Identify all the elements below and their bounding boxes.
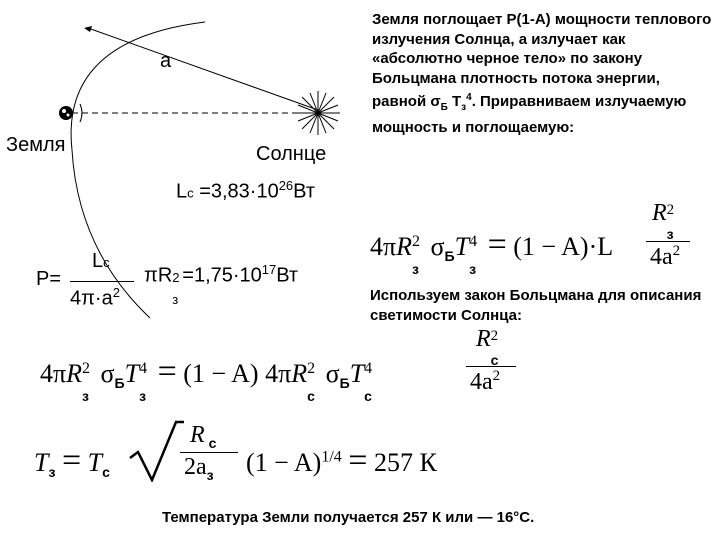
equation-earth-temperature-rhs: $(1 - A)^{1/4} = 257$ К: [246, 442, 437, 479]
eq3-frac-num: R $_с$: [190, 422, 217, 451]
eq1-frac-den: $4a^2$: [650, 243, 681, 270]
sun-icon: [296, 91, 340, 135]
earth-icon: [59, 104, 82, 122]
conclusion-text: Температура Земли получается 257 К или — 16°С.: [162, 509, 535, 526]
eq2-frac-den: $4a^2$: [470, 368, 501, 395]
paragraph-sun-luminosity: Используем закон Больцмана для описания светимости Солнца:: [370, 287, 702, 324]
eq3-frac-bar: [180, 452, 238, 453]
power-fraction-bar: [70, 281, 134, 282]
power-lhs: P=: [36, 268, 62, 290]
equation-boltzmann: 4πR 2 з $\sigma_БT$ 4 з = (1 − A) 4πR 2 с $\sigma_БT$ 4 с: [40, 353, 373, 404]
equation-earth-temperature-lhs: $T_з = T_с$: [34, 442, 110, 480]
power-numerator: Lc: [92, 250, 110, 272]
eq1-frac-bar: [646, 241, 690, 242]
eq1-frac-num: R 2 з: [652, 200, 675, 242]
paragraph-absorption: Земля поглощает P(1-A) мощности теплового излучения Солнца, а излучает как «абсолютно черное тело» по закону Больцмана плотность потока энергии, равной $\sigma_Б$ $T_з^4$. Приравниваем излучаемую мощность и поглощаемую:: [372, 11, 712, 136]
distance-label: a: [160, 50, 172, 72]
eq2-frac-num: R 2 с: [476, 326, 499, 368]
power-denominator: $4\pi\cdot a^2$: [70, 285, 120, 310]
area-formula: πR 2 з $=1,75\cdot 10^{17}Вт$: [144, 262, 299, 307]
radius-line: [88, 28, 318, 110]
equation-energy-balance: 4πR 2 з $\sigma_БT$ 4 з = (1 − A)·L: [370, 226, 614, 277]
orbit-arrow: [84, 26, 92, 32]
sqrt-icon: [128, 420, 184, 482]
earth-label: Земля: [6, 134, 66, 156]
eq3-frac-den: $2a_з$: [184, 454, 214, 483]
sun-label: Солнце: [256, 143, 327, 165]
eq2-frac-bar: [466, 366, 516, 367]
luminosity-formula: $Lc =3,83\cdot 10^{26}Вт$: [176, 178, 316, 203]
